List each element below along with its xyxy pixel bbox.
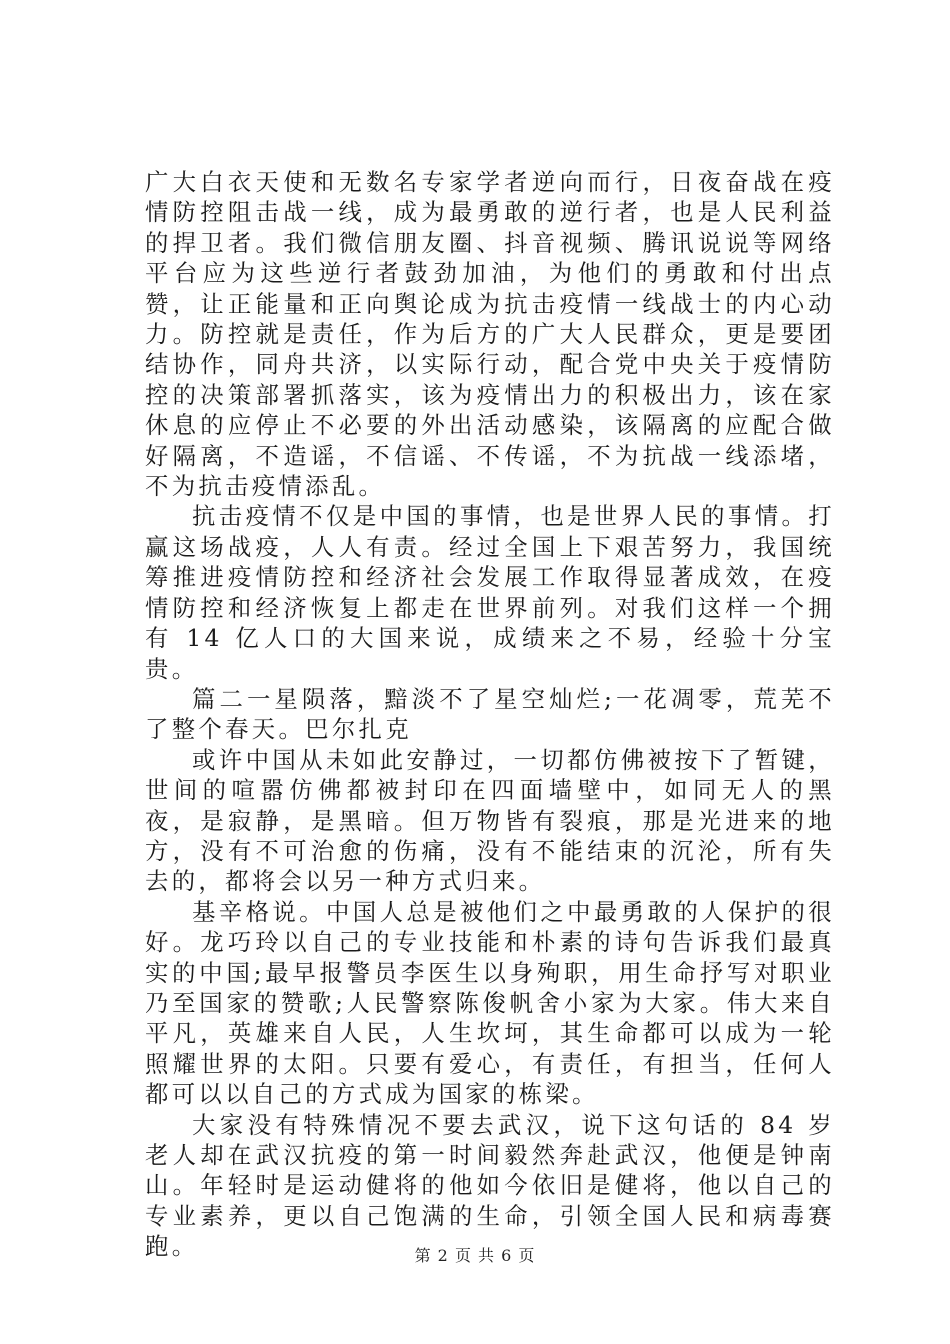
paragraph-1: 广大白衣天使和无数名专家学者逆向而行，日夜奋战在疫情防控阻击战一线，成为最勇敢的逆行者，也是人民利益的捍卫者。我们微信朋友圈、抖音视频、腾讯说说等网络平台应为这些逆行者鼓劲加油，为他们的勇敢和付出点赞，让正能量和正向舆论成为抗击疫情一线战士的内心动力。防控就是责任，作为后方的广大人民群众，更是要团结协作，同舟共济，以实际行动，配合党中央关于疫情防控的决策部署抓落实，该为疫情出力的积极出力，该在家休息的应停止不必要的外出活动感染，该隔离的应配合做好隔离，不造谣，不信谣、不传谣，不为抗战一线添堵，不为抗击疫情添乱。 [145,168,835,501]
paragraph-2: 抗击疫情不仅是中国的事情，也是世界人民的事情。打赢这场战疫，人人有责。经过全国上下艰苦努力，我国统筹推进疫情防控和经济社会发展工作取得显著成效，在疫情防控和经济恢复上都走在世界前列。对我们这样一个拥有 14 亿人口的大国来说，成绩来之不易，经验十分宝贵。 [145,502,835,683]
paragraph-4: 或许中国从未如此安静过，一切都仿佛被按下了暂键，世间的喧嚣仿佛都被封印在四面墙壁中，如同无人的黑夜，是寂静，是黑暗。但万物皆有裂痕，那是光进来的地方，没有不可治愈的伤痛，没有不能结束的沉沦，所有失去的，都将会以另一种方式归来。 [145,745,835,896]
page-footer: 第 2 页 共 6 页 [414,1246,536,1265]
paragraph-3: 篇二一星陨落，黯淡不了星空灿烂;一花凋零，荒芜不了整个春天。巴尔扎克 [145,684,835,744]
paragraph-6: 大家没有特殊情况不要去武汉，说下这句话的 84 岁老人却在武汉抗疫的第一时间毅然奔赴武汉，他便是钟南山。年轻时是运动健将的他如今依旧是健将，他以自己的专业素养，更以自己饱满的生命，引领全国人民和病毒赛跑。 [145,1110,835,1261]
document-body [145,167,835,1262]
paragraph-5: 基辛格说。中国人总是被他们之中最勇敢的人保护的很好。龙巧玲以自己的专业技能和朴素的诗句告诉我们最真实的中国;最早报警员李医生以身殉职，用生命抒写对职业乃至国家的赞歌;人民警察陈俊帆舍小家为大家。伟大来自平凡，英雄来自人民，人生坎坷，其生命都可以成为一轮照耀世界的太阳。只要有爱心，有责任，有担当，任何人都可以以自己的方式成为国家的栋梁。 [145,897,835,1109]
